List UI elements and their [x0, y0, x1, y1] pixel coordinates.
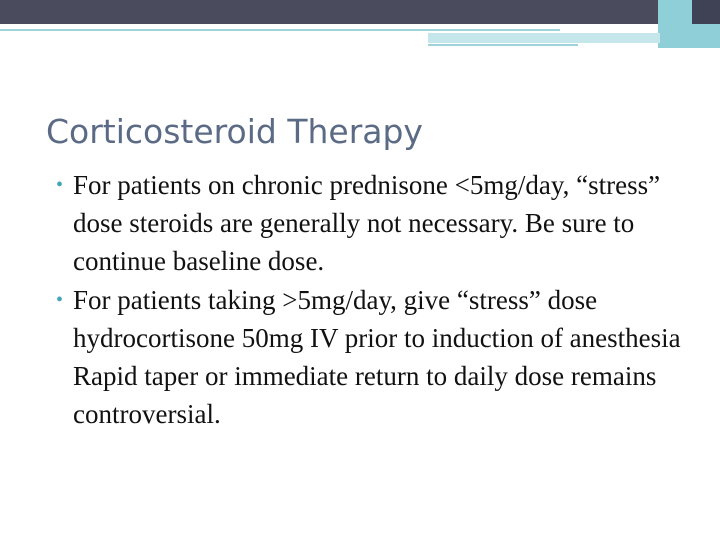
bullet-icon: • — [56, 289, 64, 311]
bullet-item — [48, 281, 688, 433]
bullet-list — [48, 166, 688, 434]
top-banner — [0, 0, 720, 24]
bullet-text: For patients on chronic prednisone <5mg/day, “stress” dose steroids are generally not necessary. Be sure to continue baseline dose. — [73, 170, 661, 276]
slide-title: Corticosteroid Therapy — [46, 112, 423, 151]
decorative-line — [428, 33, 660, 43]
bullet-item — [48, 166, 688, 280]
bullet-text: For patients taking >5mg/day, give “stress” dose hydrocortisone 50mg IV prior to induction of anesthesia Rapid taper or immediate return to daily dose remains controversial. — [73, 285, 681, 429]
corner-accent-dark — [692, 0, 720, 24]
bullet-icon: • — [56, 174, 64, 196]
decorative-line — [0, 29, 560, 31]
decorative-line — [428, 44, 578, 46]
